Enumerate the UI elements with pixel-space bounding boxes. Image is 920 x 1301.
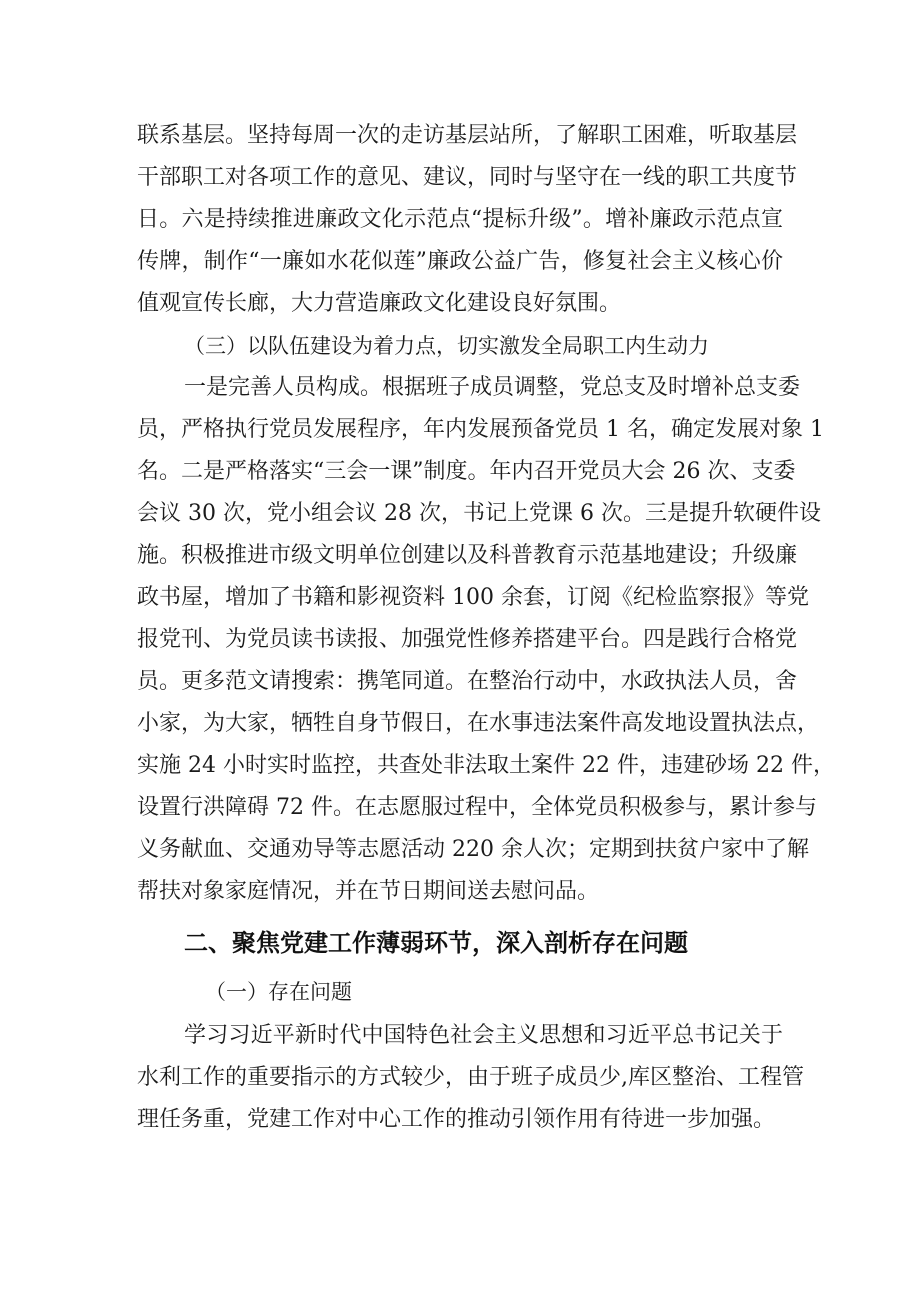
paragraph-line: 施。积极推进市级文明单位创建以及科普教育示范基地建设；升级廉 <box>137 543 798 568</box>
paragraph-line: 日。六是持续推进廉政文化示范点“提标升级”。增补廉政示范点宣 <box>137 207 783 232</box>
subheading-section-3: （三）以队伍建设为着力点，切实激发全局职工内生动力 <box>184 334 709 358</box>
paragraph-line: 小家，为大家，牺牲自身节假日，在水事违法案件高发地设置执法点， <box>137 711 820 736</box>
paragraph-line: 一是完善人员构成。根据班子成员调整，党总支及时增补总支委 <box>184 375 801 400</box>
section-heading-2: 二、聚焦党建工作薄弱环节，深入剖析存在问题 <box>184 929 688 957</box>
paragraph-line: 联系基层。坚持每周一次的走访基层站所，了解职工困难，听取基层 <box>137 123 798 148</box>
paragraph-line: 设置行洪障碍 72 件。在志愿服过程中，全体党员积极参与，累计参与 <box>137 795 817 820</box>
paragraph-line: 政书屋，增加了书籍和影视资料 100 余套，订阅《纪检监察报》等党 <box>137 585 809 610</box>
paragraph-line: 会议 30 次，党小组会议 28 次，书记上党课 6 次。三是提升软硬件设 <box>137 501 821 526</box>
paragraph-line: 水利工作的重要指示的方式较少，由于班子成员少,库区整治、工程管 <box>137 1065 804 1090</box>
paragraph-line: 员，严格执行党员发展程序，年内发展预备党员 1 名，确定发展对象 1 <box>137 417 824 442</box>
paragraph-line: 报党刊、为党员读书读报、加强党性修养搭建平台。四是践行合格党 <box>137 627 798 652</box>
paragraph-line: 理任务重，党建工作对中心工作的推动引领作用有待进一步加强。 <box>137 1107 776 1132</box>
paragraph-line: 帮扶对象家庭情况，并在节日期间送去慰问品。 <box>137 879 600 904</box>
paragraph-line: 名。二是严格落实“三会一课”制度。年内召开党员大会 26 次、支委 <box>137 459 796 484</box>
paragraph-line: 义务献血、交通劝导等志愿活动 220 余人次；定期到扶贫户家中了解 <box>137 837 809 862</box>
paragraph-line: 学习习近平新时代中国特色社会主义思想和习近平总书记关于 <box>184 1023 783 1048</box>
paragraph-line: 传牌，制作“一廉如水花似莲”廉政公益广告，修复社会主义核心价 <box>137 249 783 274</box>
paragraph-line: 值观宣传长廊，大力营造廉政文化建设良好氛围。 <box>137 291 622 316</box>
paragraph-line: 实施 24 小时实时监控，共查处非法取土案件 22 件，违建砂场 22 件， <box>137 753 835 778</box>
paragraph-line: 员。更多范文请搜索：携笔同道。在整治行动中，水政执法人员，舍 <box>137 669 798 694</box>
paragraph-line: 干部职工对各项工作的意见、建议，同时与坚守在一线的职工共度节 <box>137 165 798 190</box>
subheading-section-1: （一）存在问题 <box>205 980 352 1004</box>
